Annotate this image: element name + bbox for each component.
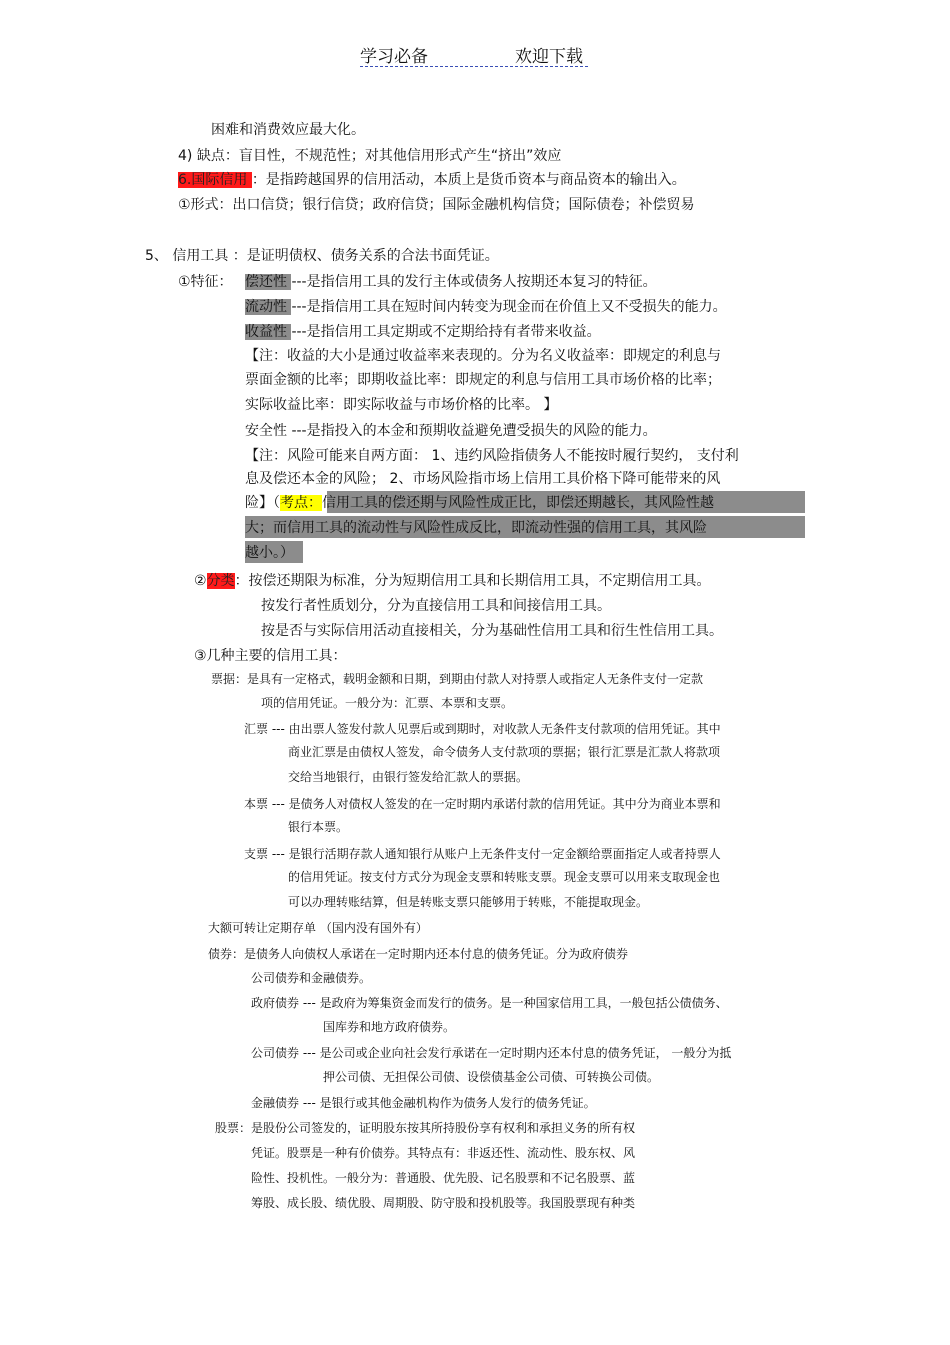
text-segment: ：是指跨越国界的信用活动，本质上是货币资本与商品资本的输出入。: [251, 172, 686, 188]
text-line: 实际收益比率：即实际收益与市场价格的比率。 】: [245, 397, 558, 413]
header-right: 欢迎下载: [515, 47, 583, 67]
text-line: 的信用凭证。按支付方式分为现金支票和转账支票。现金支票可以用来支取现金也: [288, 870, 721, 884]
feature-line: [245, 323, 601, 341]
text-line: 按发行者性质划分，分为直接信用工具和间接信用工具。: [261, 598, 611, 614]
text-line: 大额可转让定期存单 （国内没有国外有）: [208, 921, 428, 935]
text-segment: ①特征：: [178, 274, 233, 290]
section-heading: 5、 信用工具 ：是证明债权、债务关系的合法书面凭证。: [145, 248, 499, 264]
highlight-tag: 6.国际信用: [178, 172, 252, 188]
text-segment: ：按偿还期限为标准，分为短期信用工具和长期信用工具，不定期信用工具。: [234, 573, 711, 589]
intl-credit-line: [178, 171, 686, 189]
feature-line: [245, 298, 727, 316]
highlight-tag: 收益性: [245, 324, 292, 340]
text-line: 安全性 ---是指投入的本金和预期收益避免遭受损失的风险的能力。: [245, 423, 657, 439]
feature-line: [178, 273, 233, 291]
text-segment: 信用工具的偿还期与风险性成正比，即偿还期越长，其风险性越: [322, 495, 714, 511]
text-line: 项的信用凭证。一般分为：汇票、本票和支票。: [261, 696, 514, 710]
text-line: 【注：风险可能来自两方面： 1、违约风险指债务人不能按时履行契约， 支付利: [245, 448, 739, 464]
text-line: 按是否与实际信用活动直接相关，分为基础性信用工具和衍生性信用工具。: [261, 623, 723, 639]
text-line: 交给当地银行，由银行签发给汇款人的票据。: [288, 770, 529, 784]
exam-point-tag: 考点：: [280, 495, 322, 511]
text-line: 银行本票。: [288, 820, 349, 834]
exam-point-line: [245, 494, 714, 512]
highlight-tag: 偿还性: [245, 274, 292, 290]
text-line: 4) 缺点：盲目性，不规范性；对其他信用形式产生“挤出”效应: [178, 148, 562, 164]
page-header: [360, 42, 588, 67]
text-line: 本票 --- 是债务人对债权人签发的在一定时期内承诺付款的信用凭证。其中分为商业本票和: [244, 797, 721, 811]
text-line: 票据：是具有一定格式，载明金额和日期，到期由付款人对持票人或指定人无条件支付一定款: [211, 672, 704, 686]
text-line: 支票 --- 是银行活期存款人通知银行从账户上无条件支付一定金额给票面指定人或者持票人: [244, 847, 721, 861]
text-line: 票面金额的比率；即期收益比率：即规定的利息与信用工具市场价格的比率；: [245, 372, 721, 388]
text-line: 股票：是股份公司签发的，证明股东按其所持股份享有权利和承担义务的所有权: [215, 1121, 636, 1135]
text-segment: ---是指信用工具在短时间内转变为现金而在价值上又不受损失的能力。: [291, 299, 727, 315]
text-line: 债券：是债务人向债权人承诺在一定时期内还本付息的债务凭证。分为政府债券: [208, 947, 629, 961]
text-line: 可以办理转账结算，但是转账支票只能够用于转账，不能提取现金。: [288, 895, 649, 909]
text-line: 险性、投机性。一般分为：普通股、优先股、记名股票和不记名股票、蓝: [251, 1171, 636, 1185]
text-line: 公司债券和金融债券。: [251, 971, 372, 985]
text-line: 汇票 --- 由出票人签发付款人见票后或到期时，对收款人无条件支付款项的信用凭证。其中: [244, 722, 721, 736]
text-line: ①形式：出口信贷；银行信贷；政府信贷；国际金融机构信贷；国际债卷；补偿贸易: [178, 197, 695, 213]
header-left: 学习必备: [360, 47, 428, 67]
text-segment: ---是指信用工具的发行主体或债务人按期还本复习的特征。: [291, 274, 657, 290]
text-line: 凭证。股票是一种有价债券。其特点有：非返还性、流动性、股东权、风: [251, 1146, 636, 1160]
text-line: 政府债券 --- 是政府为筹集资金而发行的债务。是一种国家信用工具，一般包括公债债务、: [251, 996, 728, 1010]
highlight-tag: 流动性: [245, 299, 292, 315]
text-line: 筹股、成长股、绩优股、周期股、防守股和投机股等。我国股票现有种类: [251, 1196, 636, 1210]
text-line: 商业汇票是由债权人签发，命令债务人支付款项的票据；银行汇票是汇款人将款项: [288, 745, 721, 759]
text-segment: ②: [194, 573, 207, 589]
highlight-tag: 分类: [206, 573, 235, 589]
text-line: 大；而信用工具的流动性与风险性成反比，即流动性强的信用工具，其风险: [245, 520, 707, 536]
text-line: 金融债券 --- 是银行或其他金融机构作为债务人发行的债务凭证。: [251, 1096, 596, 1110]
text-line: 公司债券 --- 是公司或企业向社会发行承诺在一定时期内还本付息的债务凭证， 一般分为抵: [251, 1046, 732, 1060]
feature-line: [245, 273, 657, 291]
text-line: 息及偿还本金的风险； 2、市场风险指市场上信用工具价格下降可能带来的风: [245, 471, 721, 487]
text-line: ③几种主要的信用工具：: [194, 648, 347, 664]
text-segment: ---是指信用工具定期或不定期给持有者带来收益。: [291, 324, 601, 340]
text-line: 押公司债、无担保公司债、设偿债基金公司债、可转换公司债。: [323, 1070, 660, 1084]
text-segment: 险】（: [245, 495, 280, 511]
text-line: 【注：收益的大小是通过收益率来表现的。分为名义收益率：即规定的利息与: [245, 348, 721, 364]
text-line: 国库券和地方政府债券。: [323, 1020, 456, 1034]
classification-line: [194, 572, 711, 590]
text-line: 困难和消费效应最大化。: [211, 122, 365, 138]
text-line: 越小。）: [245, 545, 294, 561]
